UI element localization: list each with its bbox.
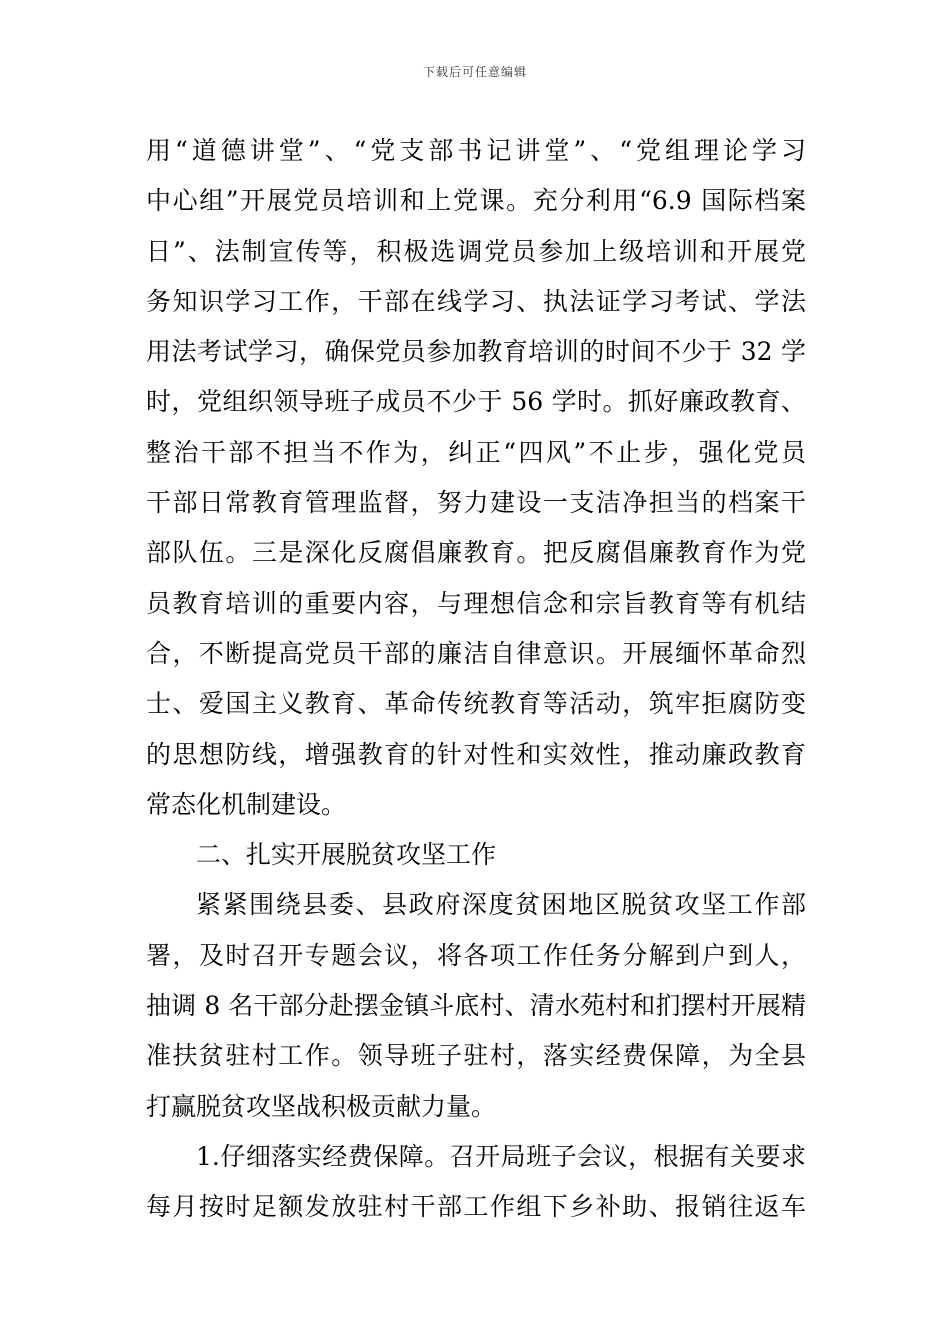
text-line: 干部日常教育管理监督，努力建设一支洁净担当的档案干 xyxy=(146,488,806,518)
text-line: 打赢脱贫攻坚战积极贡献力量。 xyxy=(146,1091,497,1121)
text-line: 部队伍。三是深化反腐倡廉教育。把反腐倡廉教育作为党 xyxy=(146,538,806,568)
text-line: 用法考试学习，确保党员参加教育培训的时间不少于 32 学 xyxy=(146,337,806,367)
text-line: 署，及时召开专题会议，将各项工作任务分解到户到人， xyxy=(146,940,806,970)
text-line: 紧紧围绕县委、县政府深度贫困地区脱贫攻坚工作部 xyxy=(196,890,806,920)
text-line: 每月按时足额发放驻村干部工作组下乡补助、报销往返车 xyxy=(146,1192,806,1222)
text-line: 的思想防线，增强教育的针对性和实效性，推动廉政教育 xyxy=(146,739,806,769)
text-line: 员教育培训的重要内容，与理想信念和宗旨教育等有机结 xyxy=(146,588,806,618)
page-header: 下载后可任意编辑 xyxy=(422,65,527,79)
text-line: 合，不断提高党员干部的廉洁自律意识。开展缅怀革命烈 xyxy=(146,638,806,668)
text-line: 中心组”开展党员培训和上党课。充分利用“6.9 国际档案 xyxy=(146,186,806,216)
text-line: 准扶贫驻村工作。领导班子驻村，落实经费保障，为全县 xyxy=(146,1041,806,1071)
text-line: 常态化机制建设。 xyxy=(146,789,347,819)
text-line: 用“道德讲堂”、“党支部书记讲堂”、“党组理论学习 xyxy=(146,136,806,165)
section-heading: 二、扎实开展脱贫攻坚工作 xyxy=(196,840,497,870)
text-line: 1.仔细落实经费保障。召开局班子会议，根据有关要求 xyxy=(196,1141,806,1171)
text-line: 务知识学习工作，干部在线学习、执法证学习考试、学法 xyxy=(146,286,806,316)
text-line: 时，党组织领导班子成员不少于 56 学时。抓好廉政教育、 xyxy=(146,387,806,417)
document-body xyxy=(146,126,806,1233)
text-line: 日”、法制宣传等，积极选调党员参加上级培训和开展党 xyxy=(146,236,806,266)
text-line: 整治干部不担当不作为，纠正“四风”不止步，强化党员 xyxy=(146,437,806,467)
text-line: 抽调 8 名干部分赴摆金镇斗底村、清水苑村和扪摆村开展精 xyxy=(146,991,806,1021)
text-line: 士、爱国主义教育、革命传统教育等活动，筑牢拒腐防变 xyxy=(146,689,806,719)
